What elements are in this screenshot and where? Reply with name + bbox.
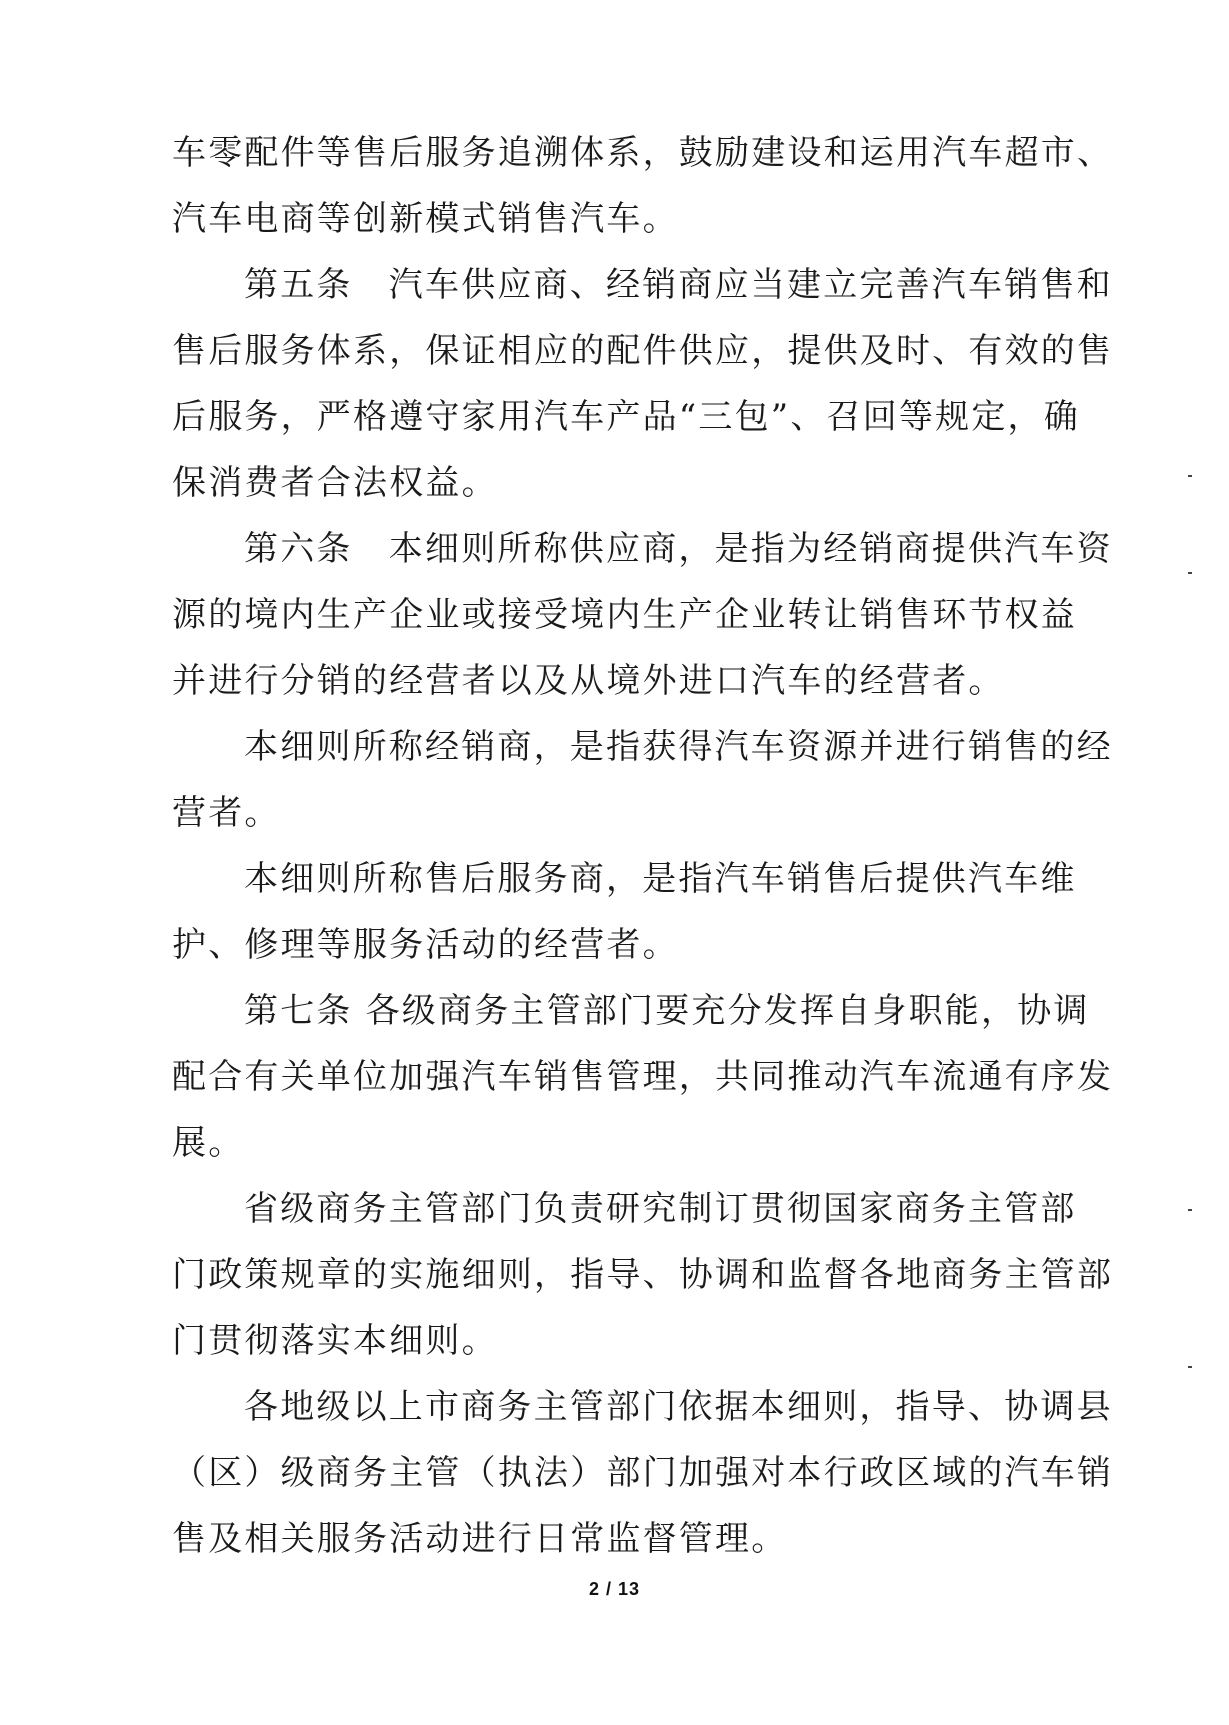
text-line: 本细则所称售后服务商，是指汽车销售后提供汽车维 [244, 859, 1077, 899]
text-line: 门贯彻落实本细则。 [172, 1321, 498, 1361]
text-line: 第六条 本细则所称供应商，是指为经销商提供汽车资 [244, 529, 1113, 569]
text-line: （区）级商务主管（执法）部门加强对本行政区域的汽车销 [172, 1453, 1114, 1493]
text-line: 门政策规章的实施细则，指导、协调和监督各地商务主管部 [172, 1255, 1114, 1295]
text-line: 售后服务体系，保证相应的配件供应，提供及时、有效的售 [172, 331, 1114, 371]
text-line: 汽车电商等创新模式销售汽车。 [172, 199, 679, 239]
scan-mark [1188, 1209, 1192, 1211]
text-line: 护、修理等服务活动的经营者。 [172, 925, 679, 965]
text-line: 售及相关服务活动进行日常监督管理。 [172, 1519, 788, 1559]
document-body [172, 120, 1114, 1572]
scan-mark [1188, 1366, 1192, 1368]
text-line: 省级商务主管部门负责研究制订贯彻国家商务主管部 [244, 1189, 1077, 1229]
text-line: 配合有关单位加强汽车销售管理，共同推动汽车流通有序发 [172, 1057, 1114, 1097]
scan-mark [1188, 572, 1192, 574]
text-line: 保消费者合法权益。 [172, 463, 498, 503]
text-line: 源的境内生产企业或接受境内生产企业转让销售环节权益 [172, 595, 1077, 635]
text-line: 后服务，严格遵守家用汽车产品“三包”、召回等规定，确 [172, 397, 1080, 437]
text-line: 车零配件等售后服务追溯体系，鼓励建设和运用汽车超市、 [172, 133, 1114, 173]
page-number: 2 / 13 [588, 1579, 641, 1599]
text-line: 第七条 各级商务主管部门要充分发挥自身职能，协调 [244, 991, 1090, 1031]
text-line: 并进行分销的经营者以及从境外进口汽车的经营者。 [172, 661, 1005, 701]
text-line: 营者。 [172, 793, 281, 833]
text-line: 展。 [172, 1123, 245, 1163]
text-line: 第五条 汽车供应商、经销商应当建立完善汽车销售和 [244, 265, 1113, 305]
scan-mark [1188, 475, 1192, 477]
text-line: 各地级以上市商务主管部门依据本细则，指导、协调县 [244, 1387, 1113, 1427]
text-line: 本细则所称经销商，是指获得汽车资源并进行销售的经 [244, 727, 1113, 767]
